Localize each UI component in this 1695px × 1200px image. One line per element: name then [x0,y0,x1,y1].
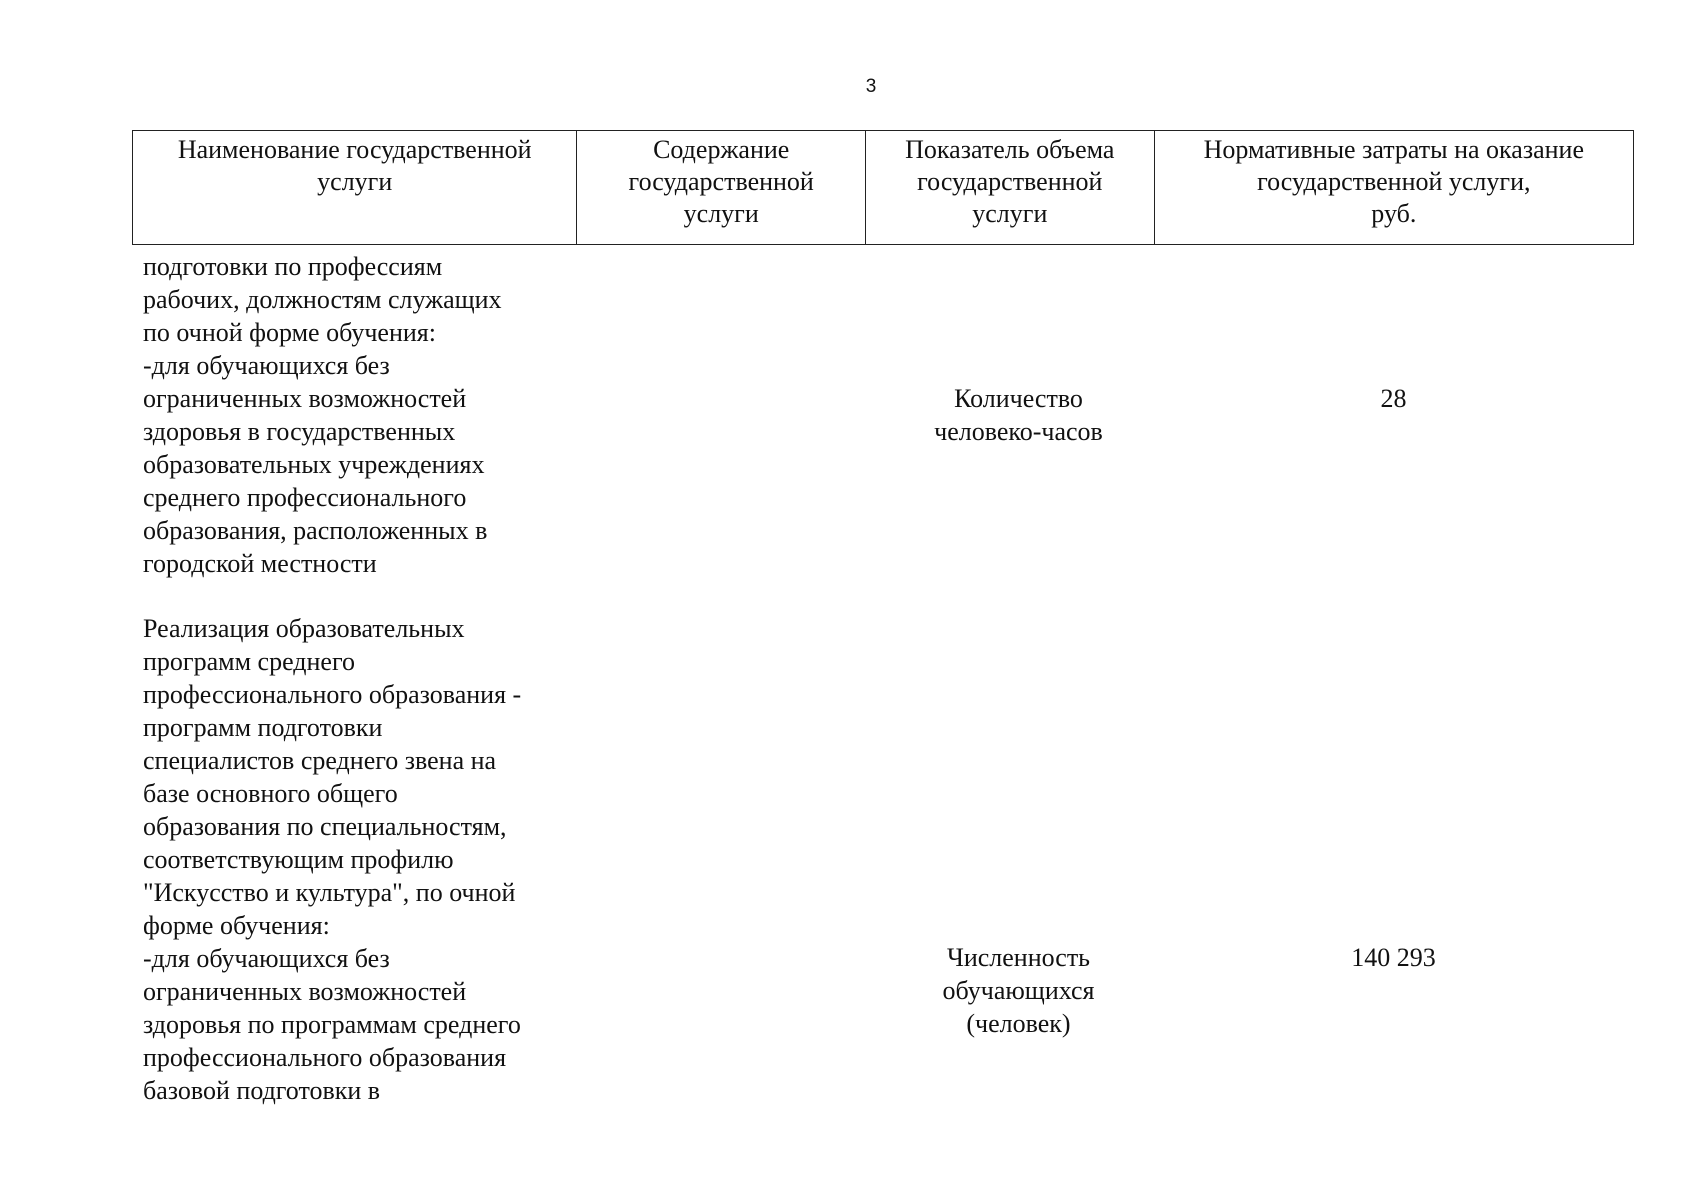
row-2-volume-indicator: Численность обучающихся (человек) [942,943,1095,1038]
column-header-volume-indicator: Показатель объема государственной услуги [866,131,1155,244]
column-header-service-name: Наименование государственной услуги [133,131,577,244]
column-header-normative-costs: Нормативные затраты на оказание государственной услуги, руб. [1203,135,1585,228]
row-1-service-name: подготовки по профессиям рабочих, должностям служащих по очной форме обучения: -для обучающихся без ограниченных возможностей здоровья в государственных образовательных учреждениях среднего профессионального образования, расположенных в городской местности [143,252,502,578]
page-number: 3 [865,76,877,97]
row-1-volume-indicator: Количество человеко-часов [934,384,1103,446]
column-header-service-content: Содержание государственной услуги [577,131,866,244]
row-2-service-name: Реализация образовательных программ среднего профессионального образования - программ подготовки специалистов среднего звена на базе основного общего образования по специальностям, соответствующим профилю "Искусство и культура", по очной форме обучения: -для обучающихся без ограниченных возможностей здоровья по программам среднего профессионального образования базовой подготовки в [143,614,522,1105]
row-2-normative-cost: 140 293 [1351,943,1436,972]
table-header [132,130,1634,245]
row-1-normative-cost: 28 [1380,384,1407,413]
